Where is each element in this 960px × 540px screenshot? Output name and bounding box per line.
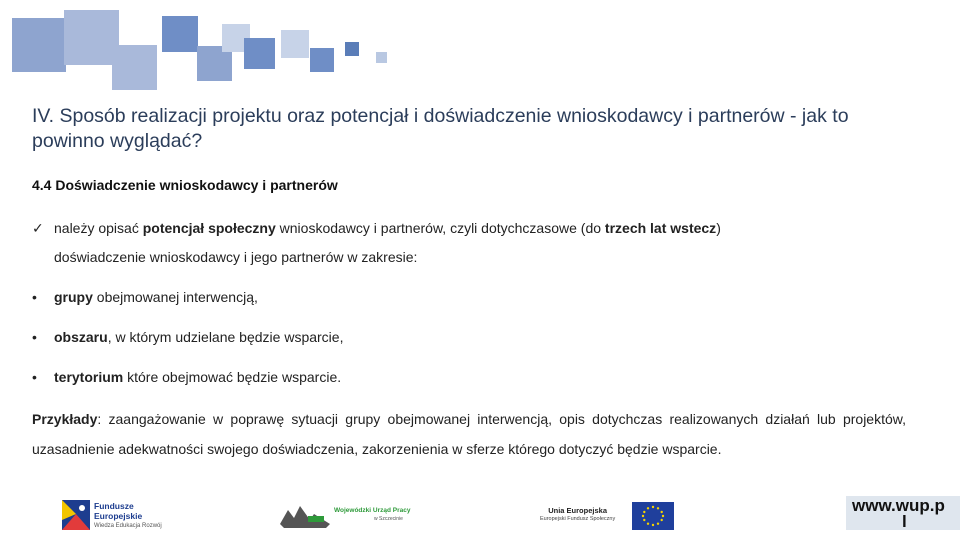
page-title: IV. Sposób realizacji projektu oraz potencjał i doświadczenie wnioskodawcy i partnerów - jak to powinno wyglądać? (32, 105, 849, 152)
examples-paragraph: Przykłady: zaangażowanie w poprawę sytuacji grupy obejmowanej interwencją, opis dotychczas realizowanych działań lub projektów, uzasadnienie adekwatności swojego doświadczenia, zakorzenienia w sferze którego dotyczyć będzie wsparcie. (32, 411, 906, 457)
list-item: • obszaru, w którym udzielane będzie wsparcie, (32, 329, 344, 345)
logos-footer (0, 492, 960, 540)
section-heading: 4.4 Doświadczenie wnioskodawcy i partnerów (32, 177, 338, 193)
bullet-icon: • (32, 369, 37, 385)
ue-text: Unia Europejska Europejski Fundusz Społeczny (540, 506, 616, 522)
wup-text: Wojewódzki Urząd Pracy w Szczecinie (334, 507, 411, 522)
eu-flag-icon (632, 502, 674, 530)
list-item: • grupy obejmowanej interwencją, (32, 289, 258, 305)
fundusze-europejskie-logo (62, 500, 90, 530)
bullet-icon: • (32, 289, 37, 305)
list-item: • terytorium które obejmować będzie wsparcie. (32, 369, 342, 385)
checkmark-icon: ✓ (32, 220, 44, 236)
fe-text: Fundusze Europejskie Wiedza Edukacja Rozwój (94, 501, 162, 529)
wup-logo-icon (280, 502, 330, 528)
intro-paragraph: ✓ należy opisać potencjał społeczny wnioskodawcy i partnerów, czyli dotychczasowe (do trzech lat wstecz) doświadczenie wnioskodawcy i jego partnerów w zakresie: (32, 214, 908, 272)
website-link[interactable]: www.wup.p l (846, 496, 960, 530)
bullet-icon: • (32, 329, 37, 345)
